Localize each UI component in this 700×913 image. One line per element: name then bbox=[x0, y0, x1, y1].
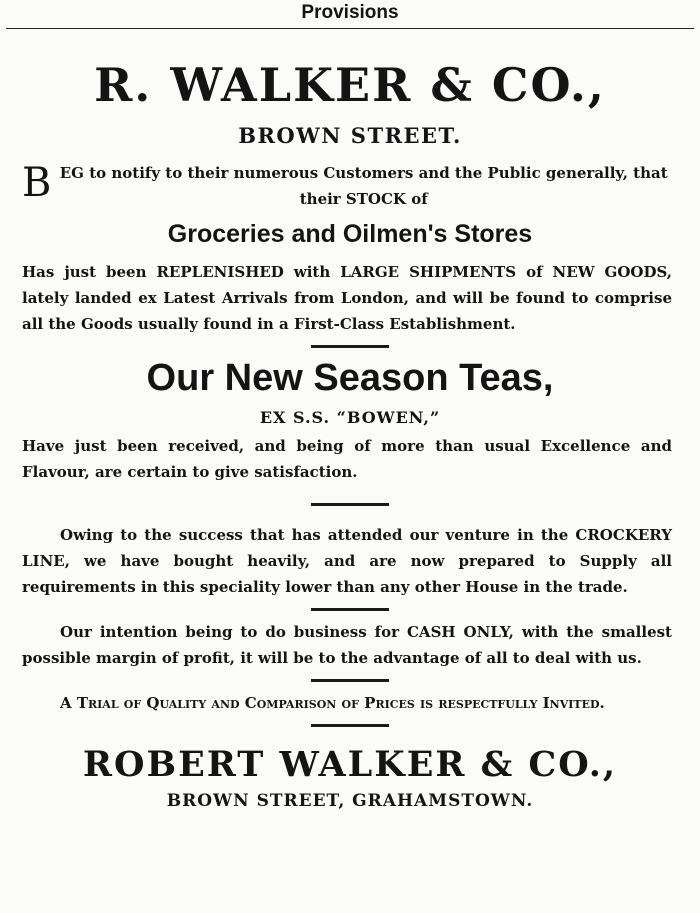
teas-heading: Our New Season Teas, bbox=[146, 357, 554, 399]
divider-rule bbox=[311, 503, 389, 506]
advert-title: R. WALKER & CO., bbox=[94, 58, 606, 112]
teas-paragraph: Have just been received, and being of more than usual Excellence and Flavour, are certain to give satisfaction. bbox=[22, 437, 672, 481]
intro-paragraph bbox=[22, 160, 672, 212]
street-line: BROWN STREET. bbox=[238, 123, 462, 148]
footer-address: BROWN STREET, GRAHAMSTOWN. bbox=[166, 791, 534, 811]
divider-rule bbox=[311, 608, 389, 611]
divider-rule bbox=[311, 679, 389, 682]
divider-rule bbox=[311, 724, 389, 727]
groceries-heading: Groceries and Oilmen's Stores bbox=[167, 220, 533, 248]
crockery-paragraph: Owing to the success that has attended our venture in the CROCKERY LINE, we have bought heavily, and are now prepared to Supply all requirements in this speciality lower than any other House in the trade. bbox=[22, 526, 672, 596]
replenished-paragraph: Has just been REPLENISHED with LARGE SHIPMENTS of NEW GOODS, lately landed ex Latest Arrivals from London, and will be found to comprise all the Goods usually found in a First-Class Establishment. bbox=[22, 263, 672, 333]
section-header: Provisions bbox=[6, 0, 694, 29]
intro-text: EG to notify to their numerous Customers and the Public generally, that their STOCK of bbox=[59, 164, 668, 208]
dropcap-letter: B bbox=[22, 160, 52, 206]
cash-paragraph: Our intention being to do business for CASH ONLY, with the smallest possible margin of profit, it will be to the advantage of all to deal with us. bbox=[22, 623, 672, 667]
trial-paragraph: A Trial of Quality and Comparison of Prices is respectfully Invited. bbox=[60, 694, 605, 712]
divider-rule bbox=[311, 345, 389, 348]
footer-company-name: ROBERT WALKER & CO., bbox=[82, 744, 618, 785]
ship-line: EX S.S. “BOWEN,” bbox=[259, 408, 441, 427]
